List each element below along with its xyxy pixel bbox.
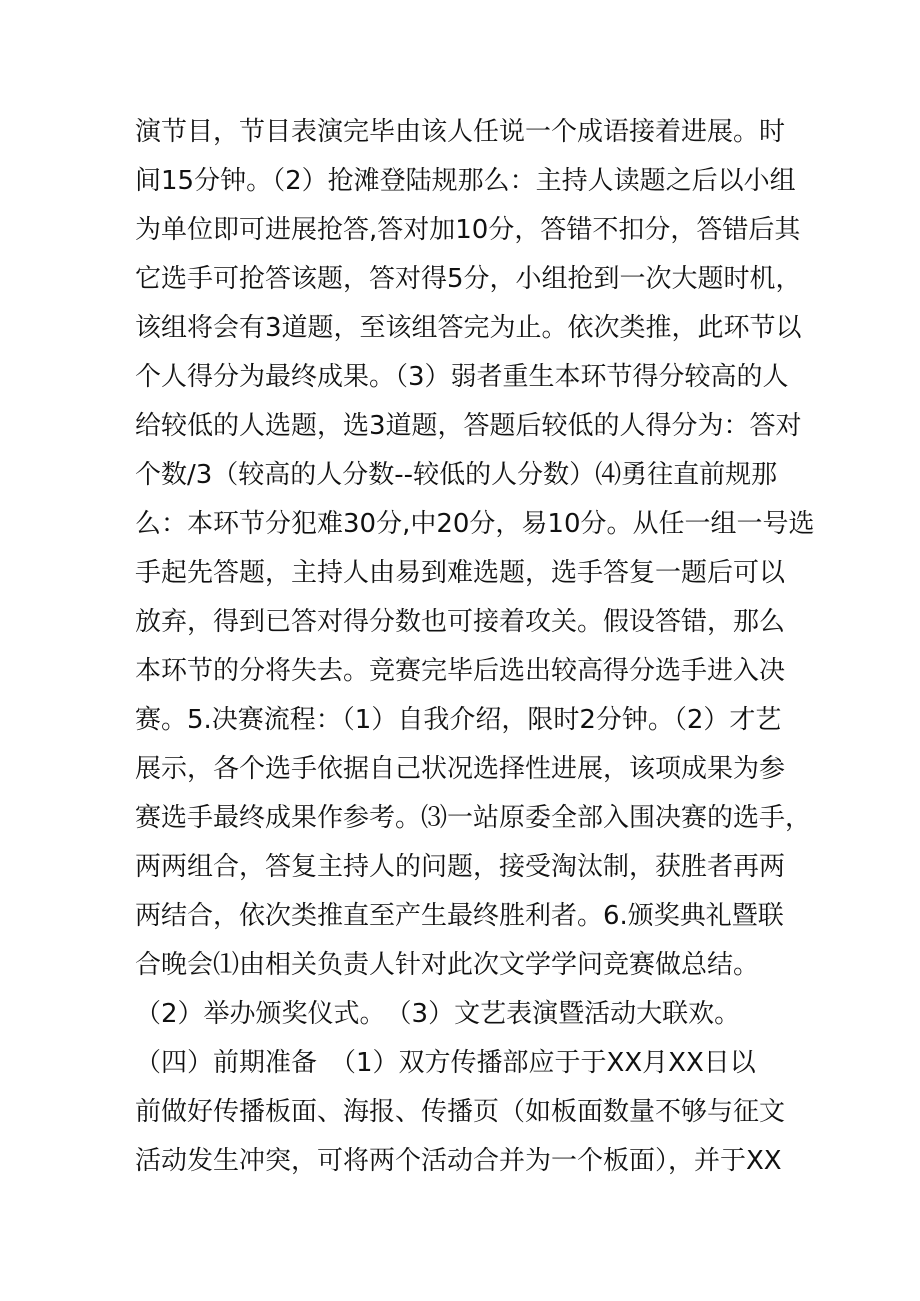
text-line-5: 该组将会有3道题，至该组答完为止。依次类推，此环节以 <box>135 313 802 343</box>
text-line-6: 个人得分为最终成果。（3）弱者重生本环节得分较高的人 <box>135 362 789 392</box>
text-line-21: 前做好传播板面、海报、传播页（如板面数量不够与征文 <box>135 1097 786 1127</box>
text-line-11: 放弃，得到已答对得分数也可接着攻关。假设答错，那么 <box>135 607 786 637</box>
body-text <box>135 108 815 1186</box>
text-line-4: 它选手可抢答该题，答对得5分，小组抢到一次大题时机， <box>135 264 802 294</box>
text-line-19: （2）举办颁奖仪式。 （3）文艺表演暨活动大联欢。 <box>135 999 741 1029</box>
text-line-1: 演节目，节目表演完毕由该人任说一个成语接着进展。时 <box>135 117 786 147</box>
text-line-12: 本环节的分将失去。竞赛完毕后选出较高得分选手进入决 <box>135 656 786 686</box>
text-line-18: 合晚会⑴由相关负责人针对此次文学学问竞赛做总结。 <box>135 950 760 980</box>
text-line-10: 手起先答题，主持人由易到难选题，选手答复一题后可以 <box>135 558 786 588</box>
text-line-9: 么：本环节分犯难30分,中20分，易10分。从任一组一号选 <box>135 509 815 539</box>
text-line-14: 展示，各个选手依据自己状况选择性进展，该项成果为参 <box>135 754 786 784</box>
text-line-7: 给较低的人选题，选3道题，答题后较低的人得分为：答对 <box>135 411 802 441</box>
text-line-16: 两两组合，答复主持人的问题，接受淘汰制，获胜者再两 <box>135 852 786 882</box>
text-line-15: 赛选手最终成果作参考。⑶一站原委全部入围决赛的选手， <box>135 803 812 833</box>
text-line-3: 为单位即可进展抢答,答对加10分，答错不扣分，答错后其 <box>135 215 801 245</box>
text-line-17: 两结合，依次类推直至产生最终胜利者。6.颁奖典礼暨联 <box>135 901 784 931</box>
text-line-22: 活动发生冲突，可将两个活动合并为一个板面），并于XX <box>135 1146 782 1176</box>
text-line-2: 间15分钟。（2）抢滩登陆规那么：主持人读题之后以小组 <box>135 166 796 196</box>
text-line-8: 个数/3（较高的人分数--较低的人分数）⑷勇往直前规那 <box>135 460 778 490</box>
text-line-20: （四）前期准备 （1）双方传播部应于于XX月XX日以 <box>135 1048 756 1078</box>
text-line-13: 赛。5.决赛流程：（1）自我介绍，限时2分钟。（2）才艺 <box>135 705 782 735</box>
